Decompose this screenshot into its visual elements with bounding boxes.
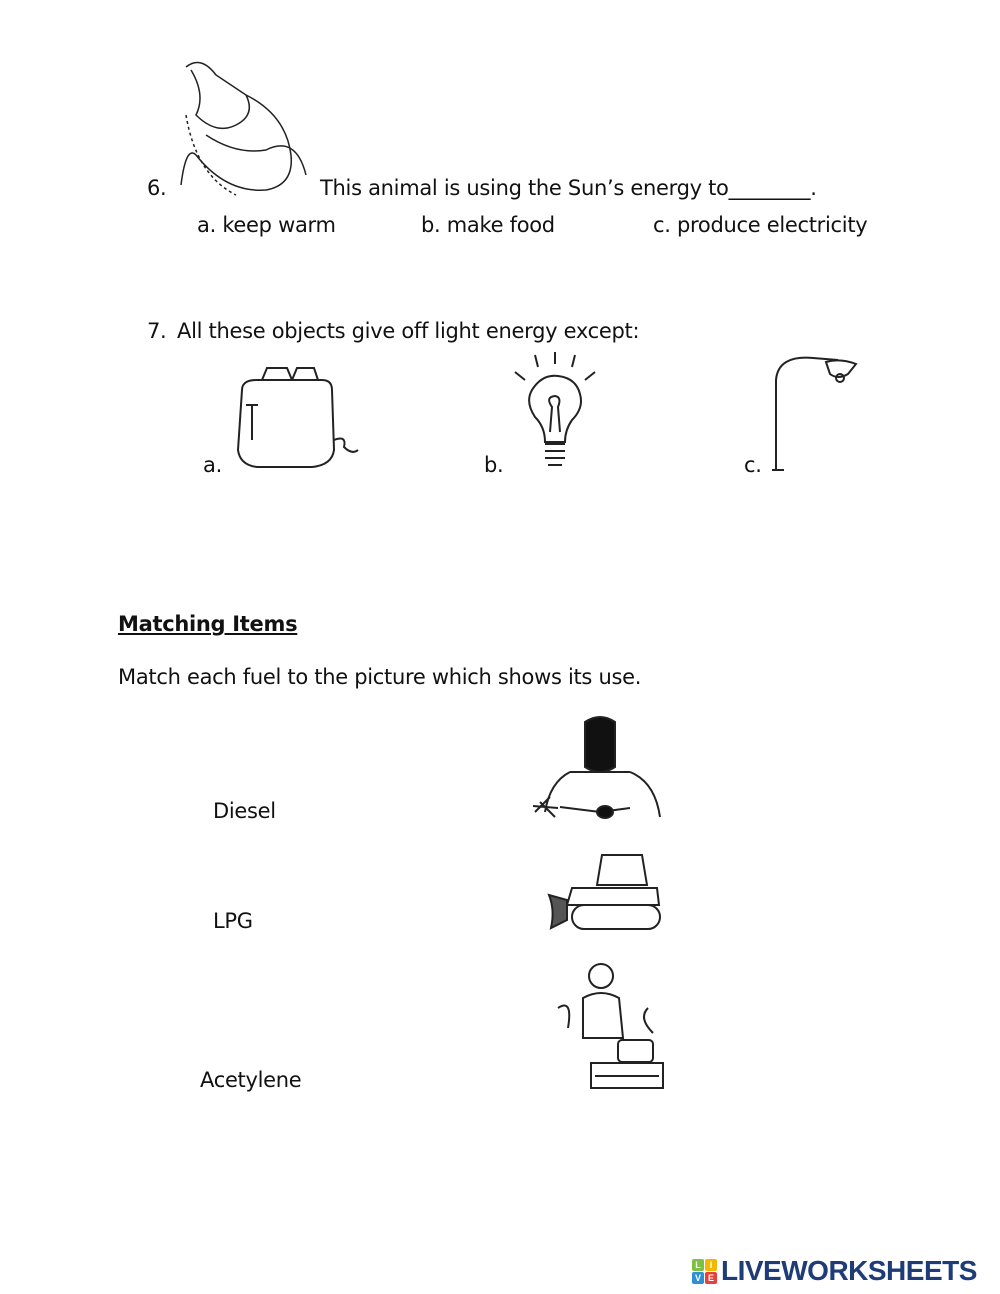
- q6-question: This animal is using the Sun’s energy to________.: [320, 176, 817, 200]
- logo-text: LIVEWORKSHEETS: [721, 1255, 977, 1286]
- q6-option-b[interactable]: b. make food: [421, 213, 555, 237]
- q7-option-b[interactable]: b.: [484, 453, 504, 477]
- q6-option-a[interactable]: a. keep warm: [197, 213, 336, 237]
- light-bulb-image: [510, 352, 600, 474]
- q7-question: All these objects give off light energy except:: [177, 319, 640, 343]
- fuel-acetylene[interactable]: Acetylene: [200, 1068, 302, 1092]
- welder-image[interactable]: [530, 712, 664, 822]
- logo-letter: V: [692, 1272, 704, 1284]
- q6-number: 6.: [147, 176, 167, 200]
- fuel-diesel[interactable]: Diesel: [213, 799, 276, 823]
- logo-letter: E: [705, 1272, 717, 1284]
- liveworksheets-logo: [692, 1255, 977, 1287]
- live-blocks-icon: [692, 1259, 717, 1284]
- q7-option-a[interactable]: a.: [203, 453, 222, 477]
- q7-option-c[interactable]: c.: [744, 453, 762, 477]
- matching-heading: Matching Items: [118, 612, 298, 636]
- fuel-lpg[interactable]: LPG: [213, 909, 253, 933]
- q7-number: 7.: [147, 319, 167, 343]
- street-lamp-image: [768, 350, 864, 474]
- q6-option-c[interactable]: c. produce electricity: [653, 213, 868, 237]
- logo-letter: L: [692, 1259, 704, 1271]
- iguana-image: [176, 55, 321, 197]
- toaster-image: [232, 365, 360, 475]
- cooking-woman-image[interactable]: [553, 958, 665, 1090]
- bulldozer-image[interactable]: [547, 850, 662, 932]
- logo-letter: I: [705, 1259, 717, 1271]
- matching-instruction: Match each fuel to the picture which shows its use.: [118, 665, 642, 689]
